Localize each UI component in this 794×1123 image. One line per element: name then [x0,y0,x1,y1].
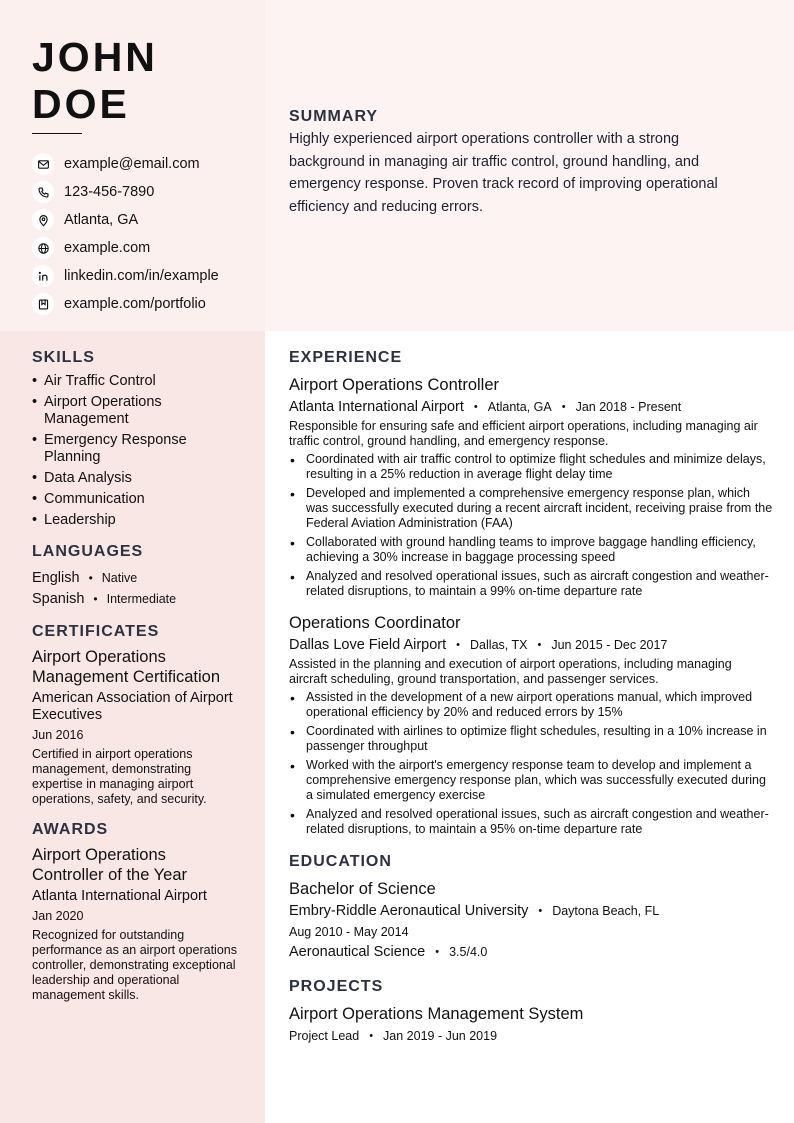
job-bullet: • Worked with the airport's emergency response team to develop and implement a comprehensive emergency response plan, which was successfully executed during a simulated emergency exercise [289,758,773,803]
job-meta [289,636,773,655]
job-bullet: • Coordinated with air traffic control to optimize flight schedules and minimize delays, resulting in a 25% reduction in average flight delay time [289,452,773,482]
certificate-issuer: American Association of Airport Executives [32,690,233,723]
summary-text: Highly experienced airport operations controller with a strong background in managing air traffic control, ground handling, and emergency response. Proven track record of improving operational efficiency and reducing errors. [289,131,718,216]
name-first: JOHN [32,34,158,80]
separator-dot: • [369,1030,374,1042]
separator-dot: • [93,591,98,606]
education-field-meta [289,943,773,962]
experience-title: EXPERIENCE [289,349,403,366]
phone-icon [32,181,54,203]
job-meta [289,398,773,417]
language-item [32,588,237,609]
contact-location [32,206,219,234]
job-location: Dallas, TX [470,638,528,652]
skills-list [32,373,237,529]
certificates-section [32,623,237,807]
project-name: Airport Operations Management System [289,1005,584,1023]
job-description: Responsible for ensuring safe and efficient airport operations, including managing air traffic control, ground handling, and emergency response. [289,419,758,448]
portfolio-icon [32,293,54,315]
job-title: Airport Operations Controller [289,376,500,394]
location-pin-icon [32,209,54,231]
contact-email-text: example@email.com [64,156,200,172]
separator-dot: • [537,639,542,651]
separator-dot: • [561,401,566,413]
job-dates: Jun 2015 - Dec 2017 [551,638,668,652]
education-section [289,853,773,962]
name-last: DOE [32,81,130,127]
award-issuer: Atlanta International Airport [32,888,207,904]
certificates-title: CERTIFICATES [32,623,160,640]
skill-item: • Emergency Response Planning [32,432,237,466]
certificate-description: Certified in airport operations management, demonstrating expertise in managing airport operations, safety, and security. [32,747,207,806]
job-bullet: • Analyzed and resolved operational issues, such as aircraft congestion and weather-related disruptions, to maintain a 99% on-time departure rate [289,569,773,599]
project-role: Project Lead [289,1029,360,1043]
job-bullets [289,452,773,599]
certificate-date: Jun 2016 [32,728,84,742]
skill-item: • Communication [32,491,237,508]
envelope-icon [32,153,54,175]
separator-dot: • [88,570,93,585]
education-degree: Bachelor of Science [289,880,436,898]
award-name: Airport Operations Controller of the Year [32,846,188,884]
main-content [265,331,794,1123]
education-dates: Aug 2010 - May 2014 [289,925,409,939]
awards-section [32,821,237,1003]
certificate-name: Airport Operations Management Certification [32,648,221,686]
projects-section [289,978,773,1046]
job-bullet: • Collaborated with ground handling teams to improve baggage handling efficiency, achieving a 30% increase in baggage processing speed [289,535,773,565]
job-dates: Jan 2018 - Present [575,400,682,414]
job-bullet: • Assisted in the development of a new airport operations manual, which improved operational efficiency by 20% and reduced errors by 15% [289,690,773,720]
education-location: Daytona Beach, FL [552,904,660,918]
project-meta [289,1027,773,1046]
language-level: Intermediate [106,591,177,606]
award-description: Recognized for outstanding performance as an airport operations controller, demonstrating exceptional leadership and operational management skills. [32,928,237,1002]
education-gpa: 3.5/4.0 [449,945,488,959]
education-meta [289,902,773,921]
projects-title: PROJECTS [289,978,384,995]
contact-linkedin[interactable] [32,262,219,290]
project-dates: Jan 2019 - Jun 2019 [383,1029,498,1043]
experience-section [289,349,773,837]
skills-title: SKILLS [32,349,95,366]
separator-dot: • [435,946,440,958]
summary-section [289,108,749,219]
separator-dot: • [456,639,461,651]
language-item [32,567,237,588]
contact-phone-text: 123-456-7890 [64,184,155,200]
contact-portfolio[interactable] [32,290,219,318]
job-location: Atlanta, GA [487,400,552,414]
job-company: Dallas Love Field Airport [289,637,447,653]
languages-section [32,543,237,609]
education-field: Aeronautical Science [289,944,426,960]
globe-icon [32,237,54,259]
job-description: Assisted in the planning and execution of airport operations, including managing aircraft scheduling, ground transportation, and passenger services. [289,657,732,686]
job-entry [289,375,773,599]
separator-dot: • [473,401,478,413]
job-entry [289,613,773,837]
contact-phone[interactable] [32,178,219,206]
skill-item: • Data Analysis [32,470,237,487]
sidebar [0,331,265,1123]
contact-website-text: example.com [64,240,151,256]
education-school: Embry-Riddle Aeronautical University [289,903,529,919]
job-company: Atlanta International Airport [289,399,464,415]
skill-item: • Leadership [32,512,237,529]
languages-title: LANGUAGES [32,543,144,560]
award-date: Jan 2020 [32,909,84,923]
contact-location-text: Atlanta, GA [64,212,139,228]
language-level: Native [101,570,138,585]
linkedin-icon [32,265,54,287]
job-bullet: • Coordinated with airlines to optimize flight schedules, resulting in a 10% increase in passenger throughput [289,724,773,754]
skills-section [32,349,237,529]
language-name: English [32,569,80,586]
separator-dot: • [538,905,543,917]
contact-linkedin-text: linkedin.com/in/example [64,268,219,284]
job-title: Operations Coordinator [289,614,461,632]
skill-item: • Air Traffic Control [32,373,237,390]
candidate-name [32,34,158,128]
contact-list [32,150,219,318]
education-title: EDUCATION [289,853,392,870]
skill-item: • Airport Operations Management [32,394,237,428]
summary-title: SUMMARY [289,108,379,125]
language-name: Spanish [32,590,85,607]
contact-email[interactable] [32,150,219,178]
job-bullet: • Developed and implemented a comprehensive emergency response plan, which was successfully executed during a recent aircraft incident, receiving praise from the Federal Aviation Administration (FAA) [289,486,773,531]
job-bullets [289,690,773,837]
contact-website[interactable] [32,234,219,262]
contact-portfolio-text: example.com/portfolio [64,296,206,312]
awards-title: AWARDS [32,821,109,838]
name-divider [32,133,82,134]
job-bullet: • Analyzed and resolved operational issues, such as aircraft congestion and weather-related disruptions, to maintain a 95% on-time departure rate [289,807,773,837]
